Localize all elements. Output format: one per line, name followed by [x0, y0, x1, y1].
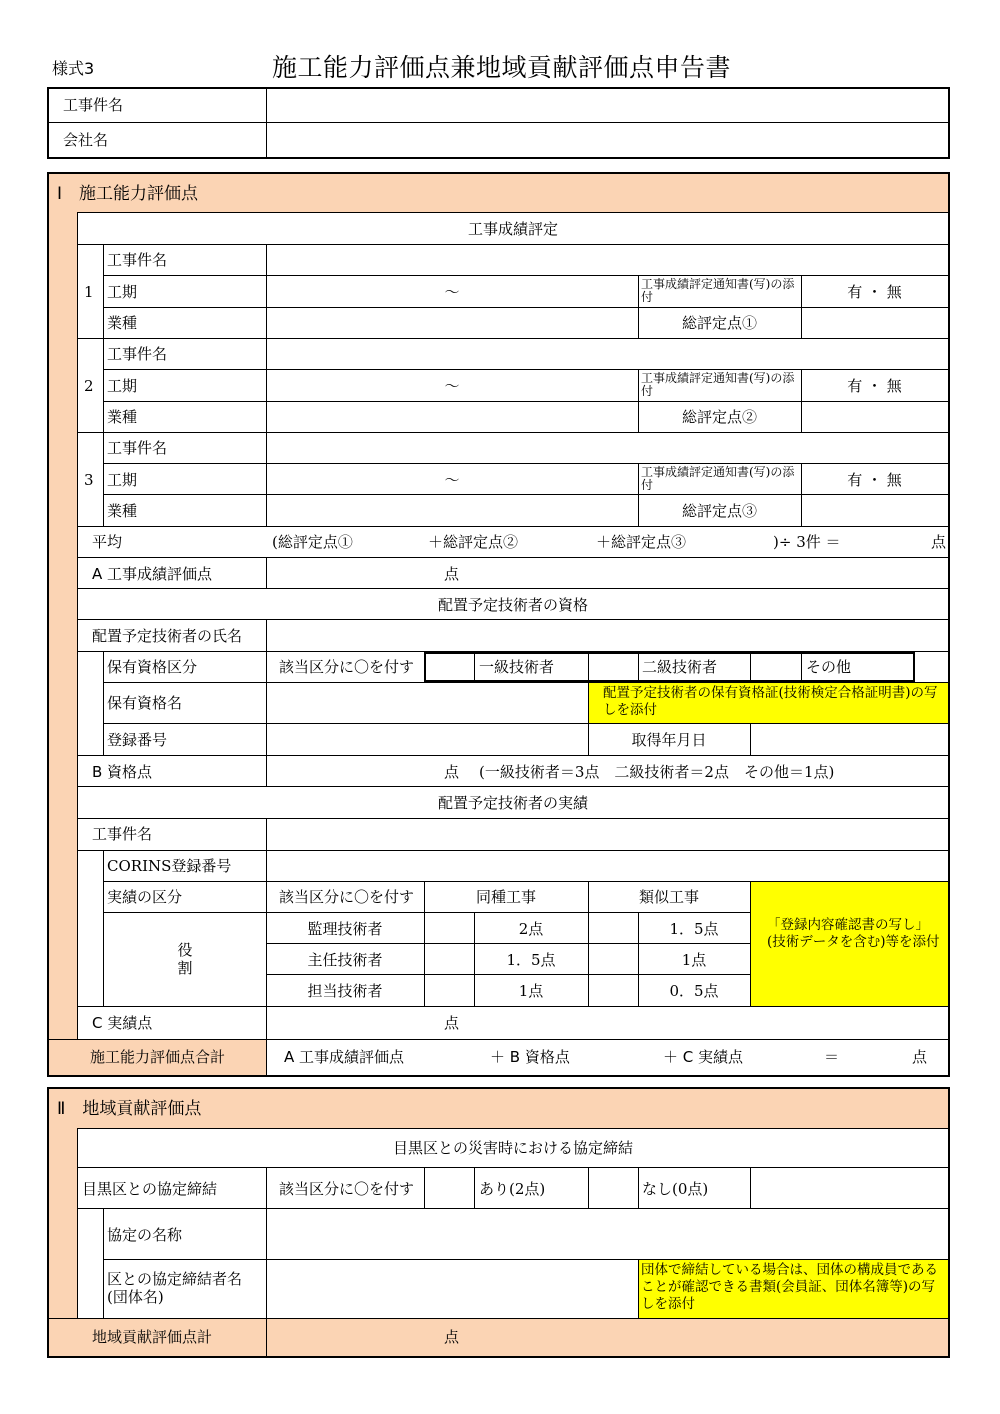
section1-total-label: 施工能力評価点合計 — [90, 1048, 226, 1066]
qual-note: 配置予定技術者の保有資格証(技術検定合格証明書)の写しを添付 — [603, 685, 938, 718]
a-score-label: A 工事成績評価点 — [92, 565, 213, 583]
role-similar-points: 0．5点 — [669, 982, 719, 1000]
b-score-label: B 資格点 — [92, 763, 153, 781]
agreement-name-field[interactable] — [268, 1210, 947, 1257]
entry-number: 1 — [84, 283, 94, 301]
average-unit: 点 — [931, 533, 947, 551]
header-company-label: 会社名 — [63, 131, 109, 149]
qual-option-first-class: 一級技術者 — [479, 658, 555, 676]
role-same-points: 1．5点 — [506, 951, 556, 969]
entry-notice-label: 工事成績評定通知書(写)の添付 — [641, 465, 795, 492]
corins-label: CORINS登録番号 — [107, 857, 232, 875]
average-formula-4: )÷ 3件 ＝ — [773, 533, 841, 551]
entry-score-label: 総評定点② — [681, 408, 757, 426]
role-name: 主任技術者 — [307, 951, 383, 969]
section1-total-part-a: A 工事成績評価点 — [284, 1048, 405, 1066]
entry-attach-yes-no[interactable]: 有 ・ 無 — [847, 471, 902, 489]
entry-period-label: 工期 — [107, 283, 138, 301]
qual-option-other: その他 — [806, 658, 852, 676]
section1-total-part-c: ＋ C 実績点 — [663, 1048, 744, 1066]
role-label: 役割 — [177, 941, 193, 977]
entry-type-label: 業種 — [107, 408, 138, 426]
qual-check-other-mark[interactable] — [916, 654, 947, 680]
role-check-same[interactable] — [426, 976, 473, 1004]
ach-same-work: 同種工事 — [475, 888, 536, 906]
agreement-yes-option: あり(2点) — [479, 1180, 546, 1198]
reg-no-label: 登録番号 — [107, 731, 168, 749]
ach-mark-instruction: 該当区分に〇を付す — [279, 888, 415, 906]
entry-type-label: 業種 — [107, 314, 138, 332]
b-score-note: (一級技術者＝3点 二級技術者＝2点 その他＝1点) — [479, 763, 835, 781]
ach-category-label: 実績の区分 — [107, 888, 183, 906]
entry-attach-yes-no[interactable]: 有 ・ 無 — [847, 377, 902, 395]
qual-option-second-class: 二級技術者 — [642, 658, 718, 676]
acquired-date-field[interactable] — [752, 725, 947, 753]
agreement-check-no[interactable] — [590, 1169, 637, 1206]
section1-total-unit: 点 — [912, 1048, 928, 1066]
disaster-heading: 目黒区との災害時における協定締結 — [392, 1139, 633, 1157]
role-check-similar[interactable] — [590, 945, 637, 973]
engineer-name-label: 配置予定技術者の氏名 — [92, 627, 243, 645]
party-field[interactable] — [268, 1261, 636, 1316]
role-same-points: 1点 — [518, 982, 544, 1000]
achievement-heading: 配置予定技術者の実績 — [437, 794, 588, 812]
entry-number: 2 — [84, 377, 94, 395]
entry-type-label: 業種 — [107, 502, 138, 520]
entry-attach-yes-no[interactable]: 有 ・ 無 — [847, 283, 902, 301]
entry-name-label: 工事件名 — [107, 251, 168, 269]
average-formula-2: ＋総評定点② — [428, 533, 519, 551]
agreement-name-label: 協定の名称 — [107, 1226, 183, 1244]
role-check-same[interactable] — [426, 945, 473, 973]
role-same-points: 2点 — [518, 920, 544, 938]
section2-heading: Ⅱ 地域貢献評価点 — [57, 1099, 202, 1119]
entry-notice-label: 工事成績評定通知書(写)の添付 — [641, 277, 795, 304]
entry-number: 3 — [84, 471, 94, 489]
entry-score-label: 総評定点① — [681, 314, 757, 332]
corins-field[interactable] — [268, 852, 947, 880]
engineer-name-field[interactable] — [268, 621, 947, 649]
section1-heading: Ⅰ 施工能力評価点 — [57, 184, 199, 204]
project-name-field[interactable] — [268, 89, 947, 120]
entry-period-tilde: ～ — [444, 377, 460, 395]
ach-project-name-field[interactable] — [268, 820, 947, 848]
average-label: 平均 — [92, 533, 123, 551]
acquired-date-label: 取得年月日 — [631, 731, 707, 749]
reg-no-field[interactable] — [268, 725, 586, 753]
agreement-label: 目黒区との協定締結 — [82, 1180, 218, 1198]
a-score-unit: 点 — [444, 565, 460, 583]
ach-project-name-label: 工事件名 — [92, 825, 153, 843]
section2-total-unit: 点 — [444, 1328, 460, 1346]
entry-notice-label: 工事成績評定通知書(写)の添付 — [641, 371, 795, 398]
qual-mark-instruction: 該当区分に〇を付す — [279, 658, 415, 676]
role-name: 担当技術者 — [307, 982, 383, 1000]
page-title: 施工能力評価点兼地域貢献評価点申告書 — [272, 53, 732, 82]
company-name-field[interactable] — [268, 124, 947, 156]
qual-class-label: 保有資格区分 — [107, 658, 198, 676]
entry-period-label: 工期 — [107, 377, 138, 395]
agreement-no-option: なし(0点) — [642, 1180, 709, 1198]
agreement-check-yes[interactable] — [426, 1169, 473, 1206]
role-similar-points: 1．5点 — [669, 920, 719, 938]
party-note: 団体で締結している場合は、団体の構成員であることが確認できる書類(会員証、団体名簿等)の写しを添付 — [641, 1262, 938, 1312]
entry-period-tilde: ～ — [444, 471, 460, 489]
form-id: 様式3 — [52, 59, 95, 78]
ach-similar-work: 類似工事 — [638, 888, 699, 906]
qual-check-other[interactable] — [752, 654, 800, 680]
role-check-same[interactable] — [426, 914, 473, 942]
qual-check-second-class[interactable] — [590, 654, 637, 680]
section2-total-label: 地域貢献評価点計 — [92, 1328, 213, 1346]
achievement-note: 「登録内容確認書の写し」(技術データを含む)等を添付 — [767, 917, 940, 950]
average-formula-1: (総評定点① — [272, 533, 353, 551]
entry-name-label: 工事件名 — [107, 439, 168, 457]
entry-score-label: 総評定点③ — [681, 502, 757, 520]
role-similar-points: 1点 — [681, 951, 707, 969]
c-score-label: C 実績点 — [92, 1014, 153, 1032]
entry-period-tilde: ～ — [444, 283, 460, 301]
qual-name-label: 保有資格名 — [107, 694, 183, 712]
qual-check-first-class[interactable] — [426, 654, 473, 680]
role-check-similar[interactable] — [590, 914, 637, 942]
average-formula-3: ＋総評定点③ — [596, 533, 687, 551]
role-name: 監理技術者 — [307, 920, 383, 938]
entry-name-label: 工事件名 — [107, 345, 168, 363]
entry-period-label: 工期 — [107, 471, 138, 489]
role-check-similar[interactable] — [590, 976, 637, 1004]
section1-total-equals: ＝ — [824, 1048, 840, 1066]
qual-name-field[interactable] — [268, 684, 586, 722]
agreement-mark-instruction: 該当区分に〇を付す — [279, 1180, 415, 1198]
section1-total-part-b: ＋ B 資格点 — [490, 1048, 570, 1066]
party-label: 区との協定締結者名(団体名) — [107, 1270, 243, 1306]
qualification-heading: 配置予定技術者の資格 — [437, 596, 588, 614]
b-score-unit: 点 — [444, 763, 460, 781]
header-project-name-label: 工事件名 — [63, 96, 124, 114]
perf-eval-heading: 工事成績評定 — [467, 220, 558, 238]
c-score-unit: 点 — [444, 1014, 460, 1032]
